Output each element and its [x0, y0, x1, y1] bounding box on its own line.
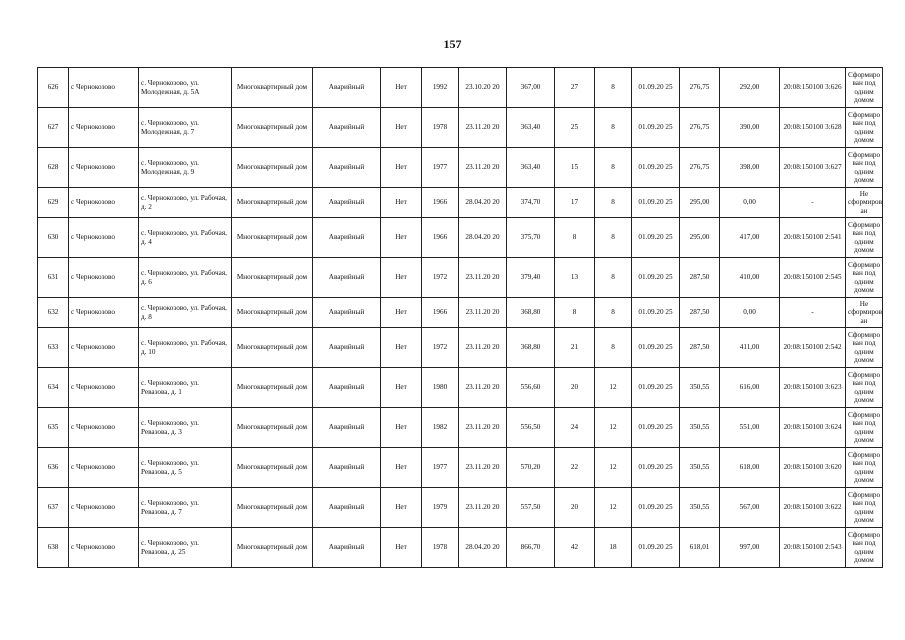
cell-total: 618,00: [720, 448, 780, 488]
cell-land: Сформиро ван под одним домом: [846, 408, 883, 448]
cell-cadastral: -: [780, 188, 846, 218]
cell-num: 638: [38, 528, 69, 568]
cell-address: с. Чернокозово, ул. Молодежная, д. 9: [139, 148, 232, 188]
cell-type: Многоквартирный дом: [232, 448, 313, 488]
cell-land: Сформиро ван под одним домом: [846, 258, 883, 298]
table-row: [38, 368, 883, 408]
cell-settlement: с Чернокозово: [69, 188, 139, 218]
table-row: [38, 108, 883, 148]
cell-address: с. Чернокозово, ул. Молодежная, д. 7: [139, 108, 232, 148]
cell-area: 363,40: [507, 148, 555, 188]
cell-total: 398,00: [720, 148, 780, 188]
cell-total: 410,00: [720, 258, 780, 298]
cell-address: с. Чернокозово, ул. Рабочая, д. 6: [139, 258, 232, 298]
cell-year: 1977: [422, 148, 459, 188]
cell-rooms: 12: [595, 408, 632, 448]
table-body: [38, 68, 883, 568]
cell-area: 570,20: [507, 448, 555, 488]
cell-type: Многоквартирный дом: [232, 218, 313, 258]
cell-deadline: 01.09.20 25: [632, 368, 680, 408]
cell-rooms: 8: [595, 108, 632, 148]
cell-year: 1979: [422, 488, 459, 528]
cell-type: Многоквартирный дом: [232, 408, 313, 448]
table-row: [38, 68, 883, 108]
cell-deadline: 01.09.20 25: [632, 108, 680, 148]
cell-address: с. Чернокозово, ул. Рабочая, д. 2: [139, 188, 232, 218]
cell-type: Многоквартирный дом: [232, 188, 313, 218]
cell-residents: 8: [555, 218, 595, 258]
cell-flag: Нет: [381, 188, 422, 218]
cell-land: Сформиро ван под одним домом: [846, 488, 883, 528]
cell-flag: Нет: [381, 68, 422, 108]
cell-flag: Нет: [381, 328, 422, 368]
cell-land: Сформиро ван под одним домом: [846, 148, 883, 188]
table-row: [38, 148, 883, 188]
cell-cost: 618,01: [680, 528, 720, 568]
cell-cost: 350,55: [680, 488, 720, 528]
cell-year: 1966: [422, 188, 459, 218]
cell-deadline: 01.09.20 25: [632, 148, 680, 188]
cell-type: Многоквартирный дом: [232, 68, 313, 108]
cell-year: 1977: [422, 448, 459, 488]
cell-num: 630: [38, 218, 69, 258]
cell-settlement: с Чернокозово: [69, 408, 139, 448]
cell-flag: Нет: [381, 408, 422, 448]
cell-land: Не сформиров ан: [846, 188, 883, 218]
cell-area: 374,70: [507, 188, 555, 218]
table-row: [38, 528, 883, 568]
cell-cost: 287,50: [680, 328, 720, 368]
cell-year: 1978: [422, 108, 459, 148]
cell-date: 23.11.20 20: [459, 448, 507, 488]
cell-residents: 8: [555, 298, 595, 328]
cell-rooms: 8: [595, 218, 632, 258]
cell-year: 1982: [422, 408, 459, 448]
cell-address: с. Чернокозово, ул. Рабочая, д. 4: [139, 218, 232, 258]
cell-date: 23.11.20 20: [459, 368, 507, 408]
cell-status: Аварийный: [313, 448, 381, 488]
cell-settlement: с Чернокозово: [69, 328, 139, 368]
cell-settlement: с Чернокозово: [69, 218, 139, 258]
cell-status: Аварийный: [313, 298, 381, 328]
cell-cadastral: 20:08:150100 2:543: [780, 528, 846, 568]
cell-land: Сформиро ван под одним домом: [846, 218, 883, 258]
cell-land: Не сформиров ан: [846, 298, 883, 328]
cell-total: 417,00: [720, 218, 780, 258]
cell-settlement: с Чернокозово: [69, 528, 139, 568]
cell-deadline: 01.09.20 25: [632, 298, 680, 328]
cell-cost: 276,75: [680, 108, 720, 148]
cell-residents: 22: [555, 448, 595, 488]
cell-residents: 15: [555, 148, 595, 188]
cell-date: 23.11.20 20: [459, 298, 507, 328]
cell-area: 375,70: [507, 218, 555, 258]
cell-cadastral: 20:08:150100 2:542: [780, 328, 846, 368]
cell-settlement: с Чернокозово: [69, 368, 139, 408]
cell-cadastral: 20:08:150100 2:541: [780, 218, 846, 258]
cell-cost: 295,00: [680, 218, 720, 258]
cell-settlement: с Чернокозово: [69, 448, 139, 488]
cell-rooms: 12: [595, 448, 632, 488]
cell-residents: 17: [555, 188, 595, 218]
cell-deadline: 01.09.20 25: [632, 328, 680, 368]
cell-deadline: 01.09.20 25: [632, 448, 680, 488]
cell-rooms: 8: [595, 148, 632, 188]
cell-status: Аварийный: [313, 258, 381, 298]
cell-cadastral: 20:08:150100 3:627: [780, 148, 846, 188]
cell-total: 292,00: [720, 68, 780, 108]
cell-date: 28.04.20 20: [459, 218, 507, 258]
cell-residents: 25: [555, 108, 595, 148]
cell-area: 866,70: [507, 528, 555, 568]
cell-cost: 287,50: [680, 298, 720, 328]
cell-cost: 276,75: [680, 68, 720, 108]
cell-residents: 20: [555, 368, 595, 408]
cell-rooms: 8: [595, 298, 632, 328]
cell-num: 636: [38, 448, 69, 488]
cell-area: 363,40: [507, 108, 555, 148]
cell-cadastral: 20:08:150100 3:624: [780, 408, 846, 448]
housing-registry-table: [37, 67, 883, 568]
cell-cadastral: -: [780, 298, 846, 328]
cell-address: с. Чернокозово, ул. Ревазова, д. 7: [139, 488, 232, 528]
cell-date: 23.11.20 20: [459, 148, 507, 188]
cell-status: Аварийный: [313, 148, 381, 188]
cell-address: с. Чернокозово, ул. Рабочая, д. 8: [139, 298, 232, 328]
table-row: [38, 258, 883, 298]
table-row: [38, 408, 883, 448]
cell-num: 631: [38, 258, 69, 298]
cell-status: Аварийный: [313, 68, 381, 108]
cell-land: Сформиро ван под одним домом: [846, 328, 883, 368]
cell-area: 556,50: [507, 408, 555, 448]
cell-year: 1972: [422, 258, 459, 298]
cell-status: Аварийный: [313, 528, 381, 568]
cell-status: Аварийный: [313, 108, 381, 148]
cell-total: 0,00: [720, 298, 780, 328]
cell-residents: 21: [555, 328, 595, 368]
cell-flag: Нет: [381, 218, 422, 258]
cell-num: 632: [38, 298, 69, 328]
cell-rooms: 12: [595, 488, 632, 528]
table-row: [38, 298, 883, 328]
cell-area: 368,80: [507, 328, 555, 368]
cell-address: с. Чернокозово, ул. Ревазова, д. 1: [139, 368, 232, 408]
table-row: [38, 328, 883, 368]
cell-residents: 42: [555, 528, 595, 568]
cell-deadline: 01.09.20 25: [632, 188, 680, 218]
cell-num: 637: [38, 488, 69, 528]
cell-num: 627: [38, 108, 69, 148]
cell-status: Аварийный: [313, 328, 381, 368]
cell-num: 626: [38, 68, 69, 108]
cell-status: Аварийный: [313, 488, 381, 528]
cell-rooms: 18: [595, 528, 632, 568]
cell-status: Аварийный: [313, 408, 381, 448]
cell-cost: 276,75: [680, 148, 720, 188]
cell-total: 390,00: [720, 108, 780, 148]
cell-area: 379,40: [507, 258, 555, 298]
cell-cadastral: 20:08:150100 3:628: [780, 108, 846, 148]
cell-cadastral: 20:08:150100 3:623: [780, 368, 846, 408]
cell-date: 23.11.20 20: [459, 108, 507, 148]
cell-year: 1966: [422, 218, 459, 258]
cell-status: Аварийный: [313, 218, 381, 258]
cell-type: Многоквартирный дом: [232, 108, 313, 148]
cell-flag: Нет: [381, 368, 422, 408]
cell-cost: 350,55: [680, 408, 720, 448]
cell-flag: Нет: [381, 258, 422, 298]
cell-num: 635: [38, 408, 69, 448]
cell-deadline: 01.09.20 25: [632, 528, 680, 568]
cell-area: 557,50: [507, 488, 555, 528]
cell-date: 23.11.20 20: [459, 408, 507, 448]
cell-deadline: 01.09.20 25: [632, 408, 680, 448]
cell-cost: 287,50: [680, 258, 720, 298]
cell-land: Сформиро ван под одним домом: [846, 448, 883, 488]
cell-settlement: с Чернокозово: [69, 488, 139, 528]
cell-land: Сформиро ван под одним домом: [846, 108, 883, 148]
cell-total: 567,00: [720, 488, 780, 528]
table-row: [38, 218, 883, 258]
cell-address: с. Чернокозово, ул. Молодежная, д. 5А: [139, 68, 232, 108]
cell-year: 1966: [422, 298, 459, 328]
cell-date: 23.10.20 20: [459, 68, 507, 108]
cell-num: 634: [38, 368, 69, 408]
cell-land: Сформиро ван под одним домом: [846, 368, 883, 408]
page-number: 157: [443, 37, 462, 51]
cell-total: 411,00: [720, 328, 780, 368]
cell-cadastral: 20:08:150100 3:622: [780, 488, 846, 528]
cell-rooms: 12: [595, 368, 632, 408]
cell-status: Аварийный: [313, 188, 381, 218]
cell-rooms: 8: [595, 188, 632, 218]
cell-residents: 27: [555, 68, 595, 108]
cell-flag: Нет: [381, 298, 422, 328]
cell-rooms: 8: [595, 328, 632, 368]
cell-address: с. Чернокозово, ул. Рабочая, д. 10: [139, 328, 232, 368]
cell-area: 368,80: [507, 298, 555, 328]
cell-residents: 20: [555, 488, 595, 528]
cell-deadline: 01.09.20 25: [632, 218, 680, 258]
cell-type: Многоквартирный дом: [232, 148, 313, 188]
cell-type: Многоквартирный дом: [232, 488, 313, 528]
cell-settlement: с Чернокозово: [69, 68, 139, 108]
cell-address: с. Чернокозово, ул. Ревазова, д. 3: [139, 408, 232, 448]
cell-land: Сформиро ван под одним домом: [846, 68, 883, 108]
cell-date: 28.04.20 20: [459, 528, 507, 568]
cell-area: 556,60: [507, 368, 555, 408]
cell-settlement: с Чернокозово: [69, 148, 139, 188]
cell-land: Сформиро ван под одним домом: [846, 528, 883, 568]
cell-total: 0,00: [720, 188, 780, 218]
cell-type: Многоквартирный дом: [232, 368, 313, 408]
cell-settlement: с Чернокозово: [69, 298, 139, 328]
table-row: [38, 188, 883, 218]
table-row: [38, 448, 883, 488]
cell-address: с. Чернокозово, ул. Ревазова, д. 5: [139, 448, 232, 488]
cell-flag: Нет: [381, 148, 422, 188]
cell-year: 1980: [422, 368, 459, 408]
cell-num: 633: [38, 328, 69, 368]
cell-flag: Нет: [381, 528, 422, 568]
cell-flag: Нет: [381, 448, 422, 488]
cell-year: 1972: [422, 328, 459, 368]
cell-cadastral: 20:08:150100 3:620: [780, 448, 846, 488]
cell-address: с. Чернокозово, ул. Ревазова, д. 25: [139, 528, 232, 568]
cell-year: 1978: [422, 528, 459, 568]
cell-date: 23.11.20 20: [459, 488, 507, 528]
cell-type: Многоквартирный дом: [232, 298, 313, 328]
cell-cost: 350,55: [680, 368, 720, 408]
cell-rooms: 8: [595, 258, 632, 298]
cell-deadline: 01.09.20 25: [632, 258, 680, 298]
cell-type: Многоквартирный дом: [232, 328, 313, 368]
cell-settlement: с Чернокозово: [69, 258, 139, 298]
cell-flag: Нет: [381, 108, 422, 148]
cell-status: Аварийный: [313, 368, 381, 408]
cell-deadline: 01.09.20 25: [632, 488, 680, 528]
table-row: [38, 488, 883, 528]
cell-deadline: 01.09.20 25: [632, 68, 680, 108]
cell-area: 367,00: [507, 68, 555, 108]
cell-residents: 13: [555, 258, 595, 298]
cell-num: 629: [38, 188, 69, 218]
cell-type: Многоквартирный дом: [232, 258, 313, 298]
cell-cost: 350,55: [680, 448, 720, 488]
cell-num: 628: [38, 148, 69, 188]
cell-year: 1992: [422, 68, 459, 108]
cell-date: 23.11.20 20: [459, 258, 507, 298]
cell-total: 997,00: [720, 528, 780, 568]
cell-cadastral: 20:08:150100 3:626: [780, 68, 846, 108]
cell-cost: 295,00: [680, 188, 720, 218]
cell-residents: 24: [555, 408, 595, 448]
cell-settlement: с Чернокозово: [69, 108, 139, 148]
cell-flag: Нет: [381, 488, 422, 528]
cell-type: Многоквартирный дом: [232, 528, 313, 568]
cell-date: 23.11.20 20: [459, 328, 507, 368]
cell-date: 28.04.20 20: [459, 188, 507, 218]
cell-cadastral: 20:08:150100 2:545: [780, 258, 846, 298]
cell-total: 616,00: [720, 368, 780, 408]
cell-total: 551,00: [720, 408, 780, 448]
cell-rooms: 8: [595, 68, 632, 108]
